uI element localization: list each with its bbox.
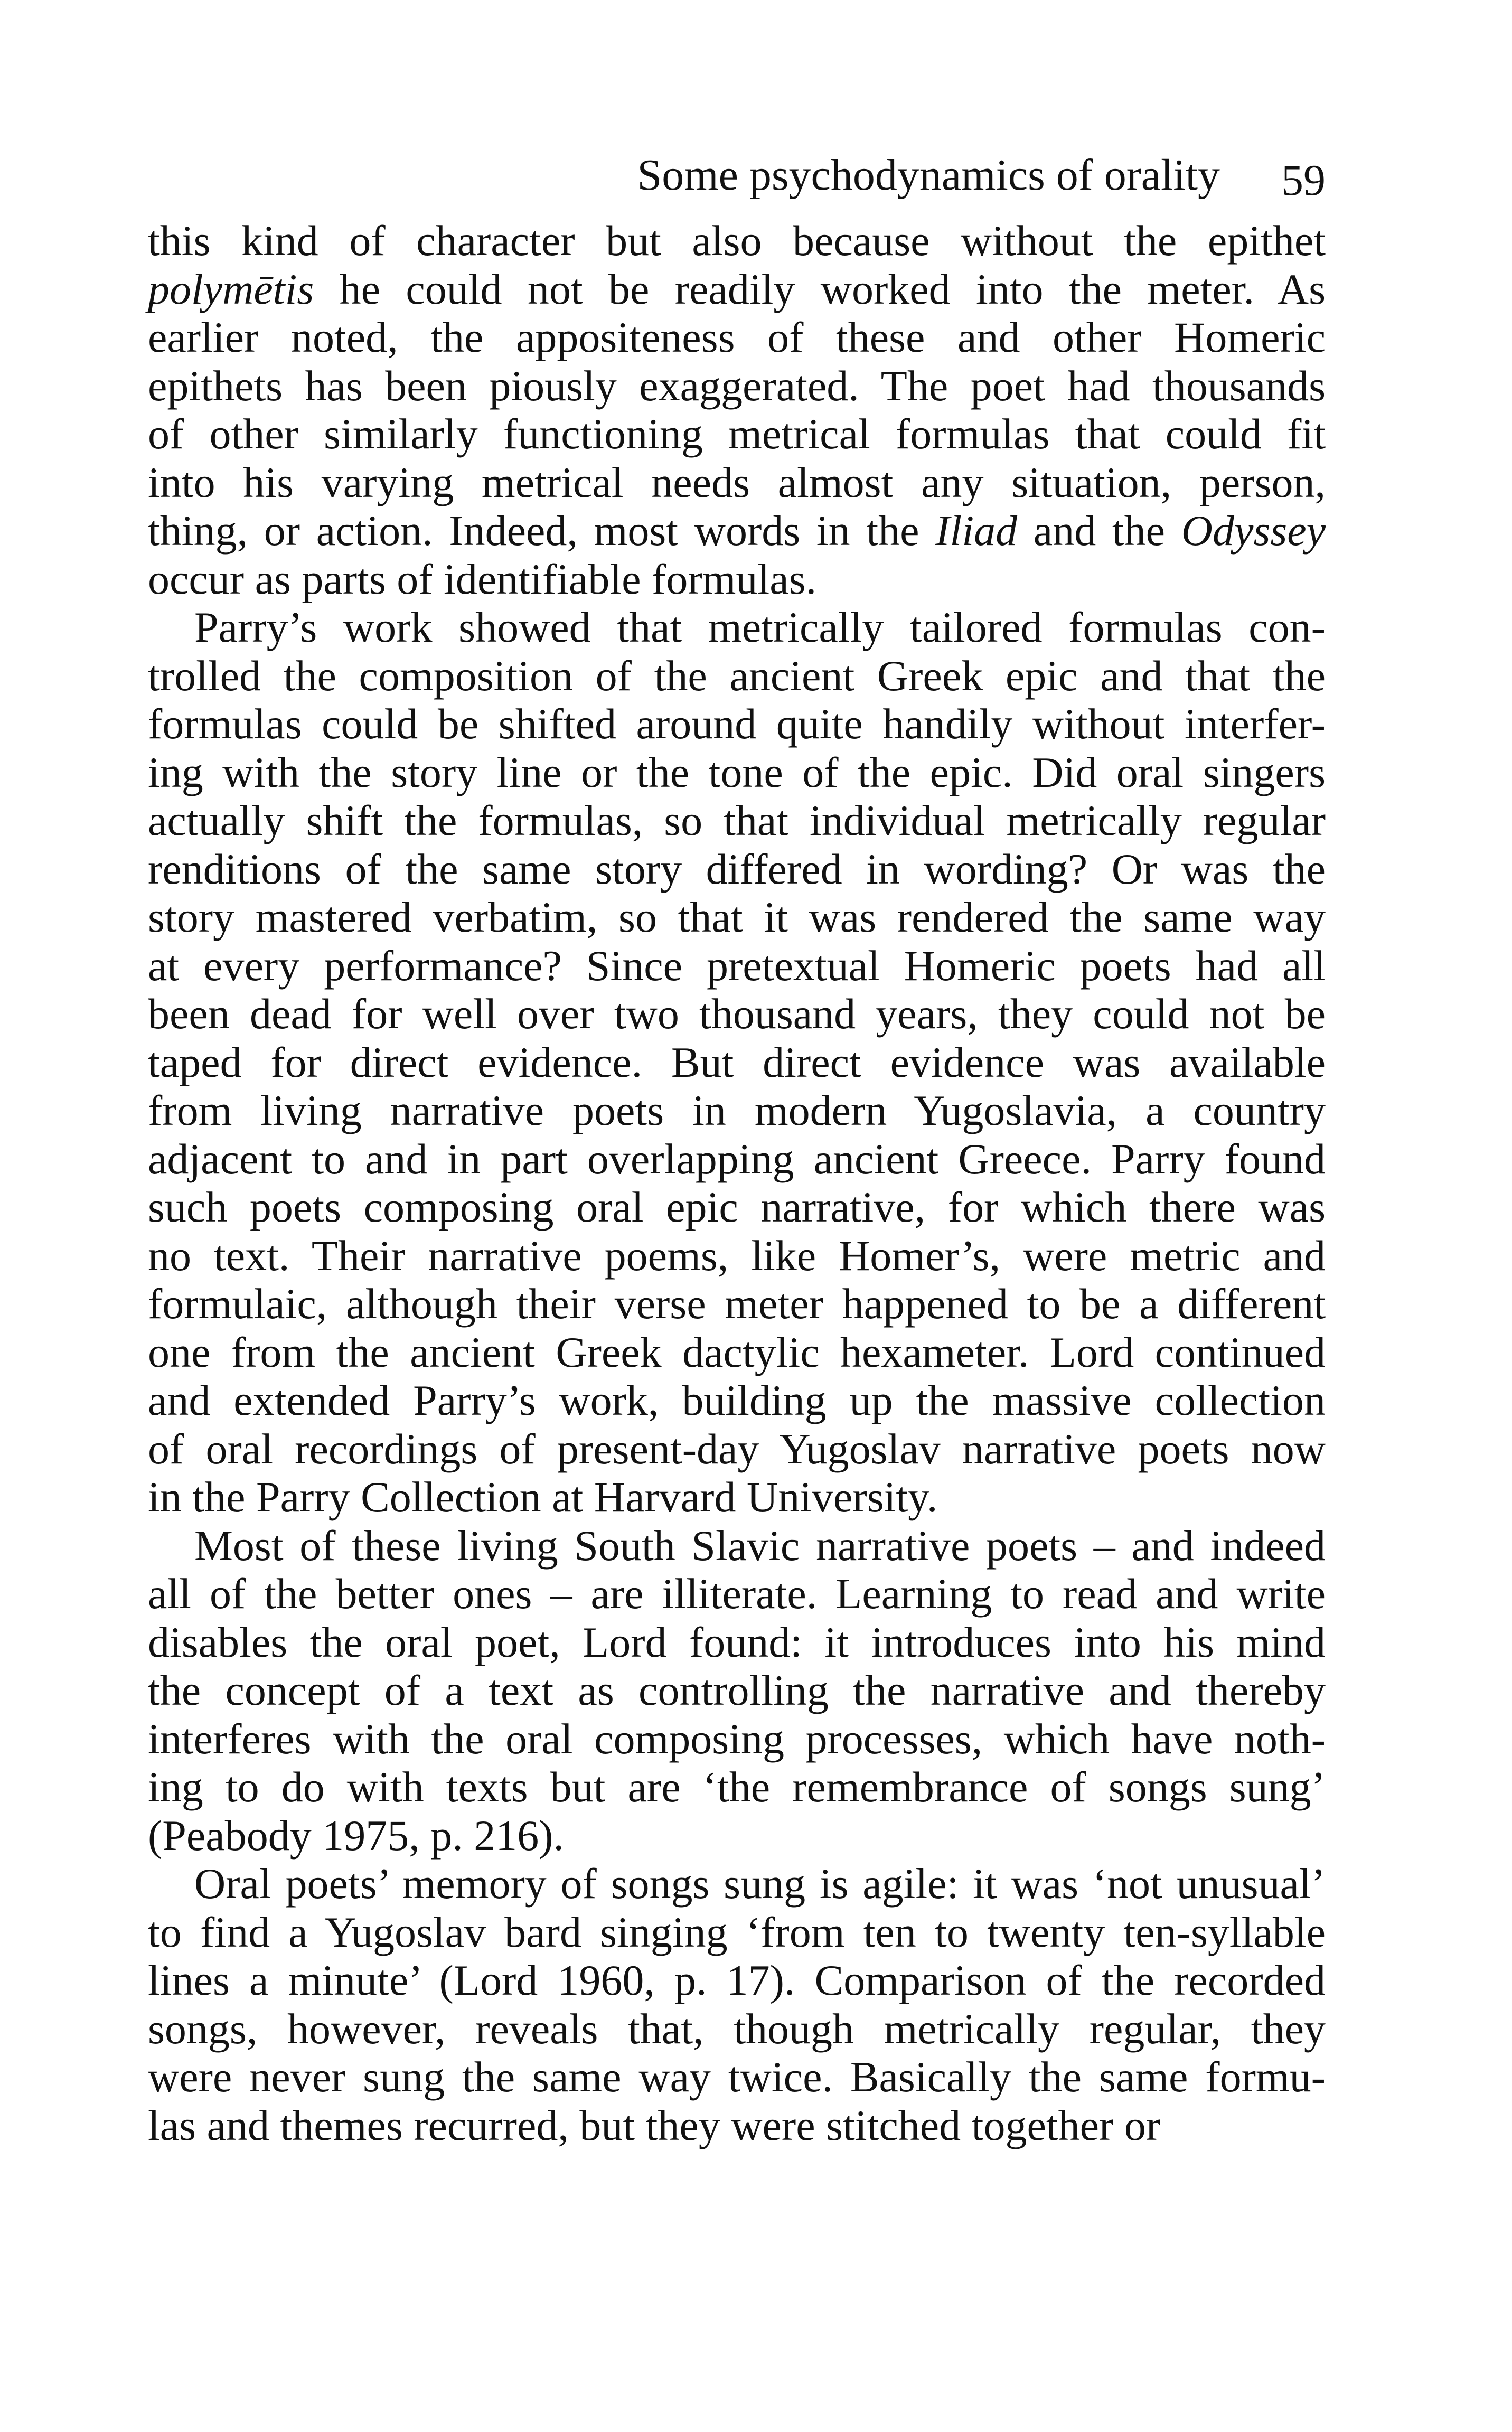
line-text: Parry’s work showed that metrically tailored formulas con-: [194, 603, 1326, 651]
line-text: songs, however, reveals that, though metrically regular, they: [148, 2004, 1326, 2053]
line-text: (Peabody 1975, p. 216).: [148, 1811, 565, 1860]
paragraph: [148, 1522, 1326, 1860]
paragraph: [148, 217, 1326, 603]
line-text: he could not be readily worked into the meter. As: [314, 265, 1326, 313]
line-text: Most of these living South Slavic narrative poets – and indeed: [194, 1521, 1326, 1570]
paragraph: [148, 1860, 1326, 2149]
line-text: thing, or action. Indeed, most words in the: [148, 506, 936, 555]
line-text: formulaic, although their verse meter happened to be a different: [148, 1280, 1326, 1328]
text-line: [148, 1666, 1326, 1715]
text-line: [148, 410, 1326, 458]
line-text: occur as parts of identifiable formulas.: [148, 555, 816, 603]
text-line: [148, 845, 1326, 894]
text-line: [148, 1715, 1326, 1763]
text-line: [148, 217, 1326, 265]
line-text: from living narrative poets in modern Yugoslavia, a country: [148, 1086, 1326, 1134]
text-line: [148, 1763, 1326, 1811]
line-text: earlier noted, the appositeness of these and other Homeric: [148, 313, 1326, 361]
text-line: [148, 1038, 1326, 1087]
text-line: [148, 1328, 1326, 1377]
text-line: [148, 265, 1326, 314]
text-line: [148, 1860, 1326, 1908]
text-line: [148, 362, 1326, 410]
text-line: [148, 1425, 1326, 1473]
line-text: ing with the story line or the tone of the epic. Did oral singers: [148, 748, 1326, 796]
running-head: [148, 137, 1326, 211]
text-line: [148, 555, 1326, 604]
line-text: been dead for well over two thousand years, they could not be: [148, 990, 1326, 1038]
line-text: to find a Yugoslav bard singing ‘from ten to twenty ten-syllable: [148, 1908, 1326, 1956]
text-line: [148, 796, 1326, 845]
line-text: formulas could be shifted around quite handily without interfer-: [148, 700, 1326, 748]
text-line: [148, 1811, 1326, 1860]
italic-title: polymētis: [148, 265, 314, 313]
book-page: [148, 137, 1326, 2149]
text-line: [148, 2101, 1326, 2150]
line-text: disables the oral poet, Lord found: it introduces into his mind: [148, 1618, 1326, 1666]
text-line: [148, 942, 1326, 990]
line-text: the concept of a text as controlling the narrative and thereby: [148, 1666, 1326, 1714]
page-number: 59: [1281, 156, 1326, 205]
text-line: [148, 2005, 1326, 2053]
text-line: [148, 1280, 1326, 1328]
line-text: and extended Parry’s work, building up the massive collection: [148, 1376, 1326, 1424]
line-text: interferes with the oral composing processes, which have noth-: [148, 1714, 1326, 1763]
text-line: [148, 506, 1326, 555]
text-line: [148, 1956, 1326, 2005]
line-text: renditions of the same story differed in wording? Or was the: [148, 844, 1326, 893]
text-line: [148, 1135, 1326, 1184]
line-text: adjacent to and in part overlapping ancient Greece. Parry found: [148, 1134, 1326, 1183]
italic-title: Iliad: [935, 506, 1018, 555]
line-text: such poets composing oral epic narrative, for which there was: [148, 1183, 1326, 1231]
line-text: taped for direct evidence. But direct evidence was available: [148, 1038, 1326, 1086]
text-line: [148, 748, 1326, 797]
text-line: [148, 893, 1326, 942]
text-line: [148, 1522, 1326, 1570]
running-title: Some psychodynamics of orality: [637, 151, 1220, 200]
text-line: [148, 1183, 1326, 1232]
line-text: in the Parry Collection at Harvard University.: [148, 1473, 938, 1521]
text-line: [148, 1232, 1326, 1280]
line-text: las and themes recurred, but they were stitched together or: [148, 2101, 1161, 2149]
text-line: [148, 1570, 1326, 1618]
line-text: into his varying metrical needs almost any situation, person,: [148, 458, 1326, 506]
italic-title: Odyssey: [1181, 506, 1326, 555]
line-text: epithets has been piously exaggerated. The poet had thousands: [148, 361, 1326, 410]
text-line: [148, 1086, 1326, 1135]
line-text: story mastered verbatim, so that it was rendered the same way: [148, 893, 1326, 941]
line-text: no text. Their narrative poems, like Homer’s, were metric and: [148, 1231, 1326, 1280]
text-line: [148, 1908, 1326, 1957]
line-text: of oral recordings of present-day Yugoslav narrative poets now: [148, 1424, 1326, 1473]
line-text: and the: [1017, 506, 1181, 555]
line-text: actually shift the formulas, so that individual metrically regular: [148, 796, 1326, 844]
line-text: of other similarly functioning metrical formulas that could fit: [148, 410, 1326, 458]
line-text: this kind of character but also because without the epithet: [148, 217, 1326, 265]
line-text: trolled the composition of the ancient Greek epic and that the: [148, 651, 1326, 700]
text-line: [148, 1618, 1326, 1667]
text-line: [148, 458, 1326, 507]
line-text: ing to do with texts but are ‘the remembrance of songs sung’: [148, 1763, 1326, 1811]
line-text: all of the better ones – are illiterate. Learning to read and write: [148, 1570, 1326, 1618]
line-text: at every performance? Since pretextual Homeric poets had all: [148, 941, 1326, 990]
line-text: Oral poets’ memory of songs sung is agile: it was ‘not unusual’: [194, 1860, 1326, 1908]
text-line: [148, 313, 1326, 362]
line-text: lines a minute’ (Lord 1960, p. 17). Comparison of the recorded: [148, 1956, 1326, 2004]
paragraph: [148, 603, 1326, 1522]
text-line: [148, 603, 1326, 652]
text-line: [148, 990, 1326, 1038]
text-line: [148, 1473, 1326, 1522]
text-line: [148, 2053, 1326, 2101]
text-line: [148, 652, 1326, 700]
text-line: [148, 1376, 1326, 1425]
body-text: [148, 217, 1326, 2149]
line-text: one from the ancient Greek dactylic hexameter. Lord continued: [148, 1328, 1326, 1376]
text-line: [148, 700, 1326, 748]
line-text: were never sung the same way twice. Basically the same formu-: [148, 2053, 1326, 2101]
